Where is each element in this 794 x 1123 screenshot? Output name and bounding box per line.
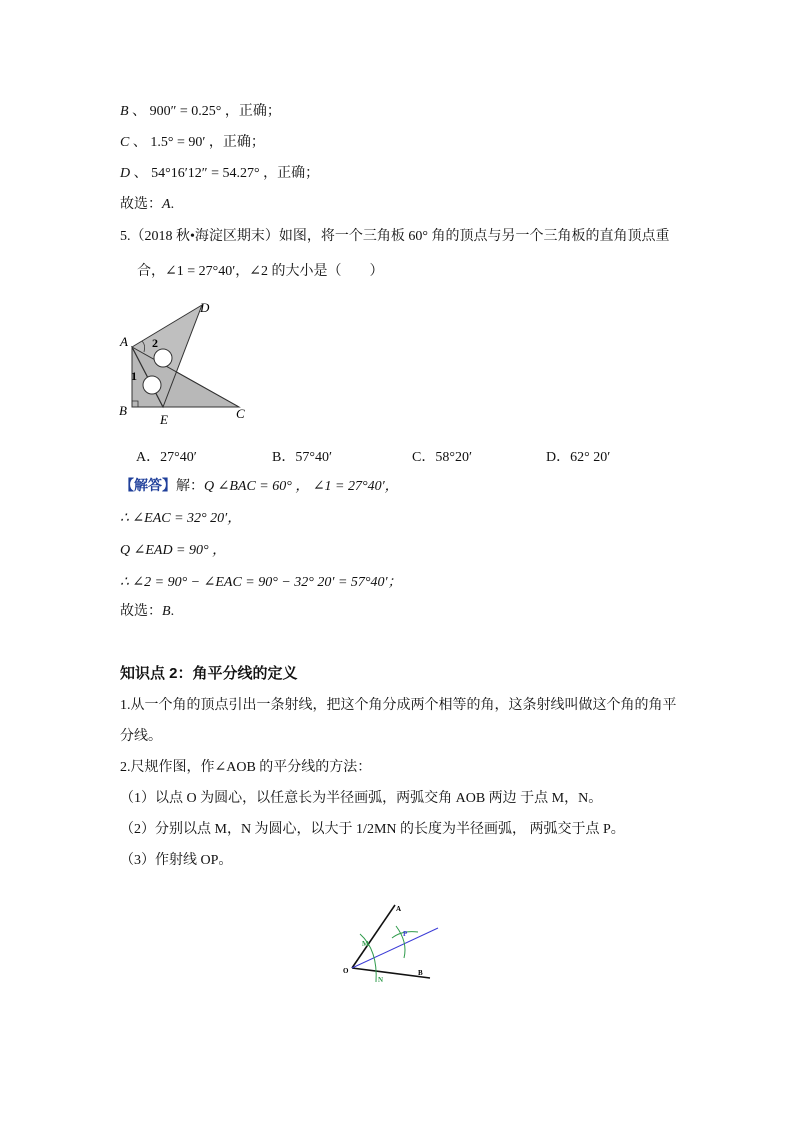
label-B: B — [119, 403, 127, 418]
answer-line-c: C 、 1.5° = 90′ ，正确； — [120, 135, 265, 150]
hole-upper — [154, 349, 172, 367]
label-A: A — [396, 905, 402, 913]
hole-lower — [143, 376, 161, 394]
option-c: C．58°20′ — [412, 450, 473, 465]
label-C: C — [236, 406, 245, 421]
option-b: B．57°40′ — [272, 450, 333, 465]
section-heading: 知识点 2：角平分线的定义 — [120, 665, 298, 682]
construction-intro: 2.尺规作图，作∠AOB 的平分线的方法： — [120, 760, 372, 775]
definition-line1: 1.从一个角的顶点引出一条射线，把这个角分成两个相等的角，这条射线叫做这个角的角平 — [120, 698, 677, 713]
option-d: D．62° 20′ — [546, 450, 611, 465]
label-angle-1: 1 — [131, 369, 137, 383]
answer-line-d: D 、 54°16′12″ = 54.27° ，正确； — [120, 166, 320, 181]
question-5-stem-line1: 5.（2018 秋•海淀区期末）如图，将一个三角板 60° 角的顶点与另一个三角板的直角顶点重 — [120, 229, 670, 244]
option-letter: D — [120, 166, 131, 181]
label-A: A — [120, 334, 128, 349]
construction-step-1: （1）以点 O 为圆心，以任意长为半径画弧，两弧交角 AOB 两边 于点 M，N。 — [120, 791, 603, 806]
solution-tag: 【解答】 — [120, 479, 176, 494]
construction-step-2: （2）分别以点 M，N 为圆心，以大于 1/2MN 的长度为半径画弧， 两弧交于点 P。 — [120, 822, 625, 837]
label-P: P — [403, 930, 408, 938]
solution-line3: Q ∠EAD = 90° ， — [120, 543, 227, 558]
solution-line2: ∴ ∠EAC = 32° 20′， — [120, 511, 242, 526]
label-angle-2: 2 — [152, 336, 158, 350]
previous-choice: 故选：A. — [120, 197, 175, 212]
option-a: A．27°40′ — [136, 450, 197, 465]
definition-line2: 分线。 — [120, 729, 162, 744]
angle-bisector-figure — [338, 896, 448, 996]
triangle-figure — [112, 296, 272, 436]
option-letter: B — [120, 104, 129, 119]
option-letter: C — [120, 135, 130, 150]
solution-line4: ∴ ∠2 = 90° − ∠EAC = 90° − 32° 20′ = 57°40′； — [120, 575, 402, 590]
label-D: D — [200, 300, 210, 315]
label-B: B — [418, 969, 423, 977]
solution-choice: 故选：B. — [120, 604, 175, 619]
construction-step-3: （3）作射线 OP。 — [120, 853, 233, 868]
question-5-stem-line2: 合，∠1 = 27°40′，∠2 的大小是（ ） — [137, 264, 384, 279]
label-N: N — [378, 976, 384, 984]
label-M: M — [362, 940, 369, 948]
answer-line-b: B 、 900″ = 0.25° ，正确； — [120, 104, 281, 119]
solution-line1: 【解答】解：Q ∠BAC = 60° ， ∠1 = 27°40′， — [120, 479, 399, 494]
label-E: E — [160, 412, 168, 427]
label-O: O — [343, 967, 349, 975]
